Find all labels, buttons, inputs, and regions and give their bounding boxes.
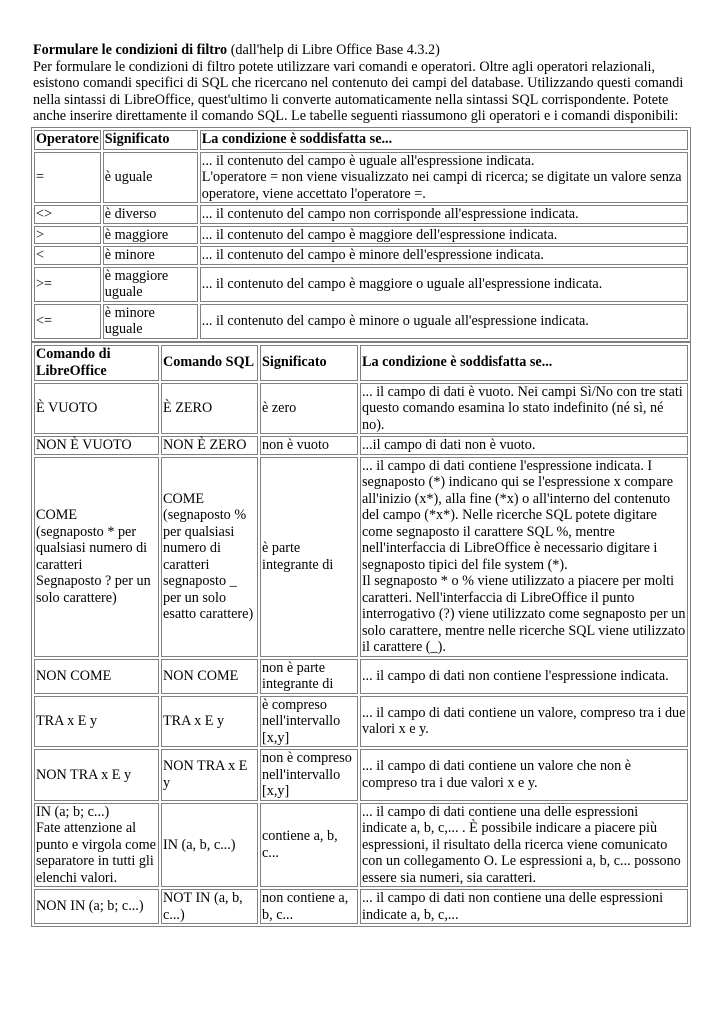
table-cell: TRA x E y <box>34 696 159 748</box>
intro-body: Per formulare le condizioni di filtro potete utilizzare vari comandi e operatori. Oltre agli operatori relazionali, esistono comandi specifici di SQL che ricercano nel contenuto dei campi del database. Utilizzando questi comandi nella sintassi di LibreOffice, quest'ultimo li converte automaticamente nella sintassi SQL corrispondente. Potete anche inserire direttamente il comando SQL. Le tabelle seguenti riassumono gli operatori e i comandi disponibili: <box>33 58 684 124</box>
table-cell: COME (segnaposto % per qualsiasi numero di caratteri segnaposto _ per un solo esatto carattere) <box>161 457 258 657</box>
table-cell: è diverso <box>103 205 198 224</box>
document-source: (dall'help di Libre Office Base 4.3.2) <box>227 42 440 58</box>
table-cell: è zero <box>260 383 358 435</box>
table-cell: ... il campo di dati contiene l'espressione indicata. I segnaposto (*) indicano qui se l'espressione x compare all'inizio (x*), alla fine (*x) o all'interno del contenuto del campo (*x*). Nelle ricerche SQL potete digitare come segnaposto il carattere SQL %, mentre nell'interfaccia di LibreOffice è necessario digitare i segnaposto tipici del file system (*). Il segnaposto * o % viene utilizzato a piacere per molti caratteri. Nell'interfaccia di LibreOffice il punto interrogativo (?) viene utilizzato come segnaposto per un solo carattere, mentre nelle ricerche SQL viene utilizzato il carattere (_). <box>360 457 688 657</box>
table-cell: < <box>34 246 101 265</box>
commands-header-cell: Comando SQL <box>161 345 258 381</box>
commands-table-body <box>34 383 688 925</box>
table-cell: NON TRA x E y <box>34 749 159 801</box>
table-cell: NON È ZERO <box>161 436 258 455</box>
table-cell: non è vuoto <box>260 436 358 455</box>
operator-row <box>34 205 688 224</box>
table-cell: COME (segnaposto * per qualsiasi numero di caratteri Segnaposto ? per un solo carattere) <box>34 457 159 657</box>
command-row <box>34 659 688 694</box>
command-row <box>34 803 688 888</box>
table-cell: <= <box>34 304 101 339</box>
commands-table <box>31 342 691 928</box>
table-cell: ... il contenuto del campo è maggiore o uguale all'espressione indicata. <box>200 267 688 302</box>
table-cell: IN (a; b; c...) Fate attenzione al punto e virgola come separatore in tutti gli elenchi valori. <box>34 803 159 888</box>
table-cell: è uguale <box>103 152 198 204</box>
table-cell: ... il contenuto del campo non corrisponde all'espressione indicata. <box>200 205 688 224</box>
table-cell: non è parte integrante di <box>260 659 358 694</box>
table-cell: <> <box>34 205 101 224</box>
commands-header-cell: Significato <box>260 345 358 381</box>
operator-row <box>34 152 688 204</box>
table-cell: >= <box>34 267 101 302</box>
table-cell: ... il contenuto del campo è minore dell'espressione indicata. <box>200 246 688 265</box>
table-cell: è compreso nell'intervallo [x,y] <box>260 696 358 748</box>
table-cell: ... il campo di dati è vuoto. Nei campi Sì/No con tre stati questo comando esamina lo stato indefinito (né sì, né no). <box>360 383 688 435</box>
commands-header-row <box>34 345 688 381</box>
intro-paragraph <box>33 42 693 125</box>
table-cell: ...il campo di dati non è vuoto. <box>360 436 688 455</box>
operators-header-row <box>34 130 688 150</box>
operator-row <box>34 226 688 245</box>
table-cell: è maggiore <box>103 226 198 245</box>
table-cell: è minore <box>103 246 198 265</box>
operators-table <box>31 127 691 342</box>
table-cell: ... il contenuto del campo è maggiore dell'espressione indicata. <box>200 226 688 245</box>
table-cell: TRA x E y <box>161 696 258 748</box>
operator-row <box>34 246 688 265</box>
table-cell: IN (a, b, c...) <box>161 803 258 888</box>
command-row <box>34 696 688 748</box>
table-cell: NON COME <box>34 659 159 694</box>
table-cell: è maggiore uguale <box>103 267 198 302</box>
command-row <box>34 457 688 657</box>
table-cell: ... il campo di dati non contiene l'espressione indicata. <box>360 659 688 694</box>
operators-header-cell: Significato <box>103 130 198 150</box>
table-cell: NON TRA x E y <box>161 749 258 801</box>
operators-header-cell: Operatore <box>34 130 101 150</box>
operator-row <box>34 304 688 339</box>
table-cell: ... il campo di dati contiene una delle espressioni indicate a, b, c,... . È possibile indicare a piacere più espressioni, il risultato della ricerca viene comunicato con un collegamento O. Le espressioni a, b, c... possono essere sia numeri, sia caratteri. <box>360 803 688 888</box>
commands-header-cell: Comando di LibreOffice <box>34 345 159 381</box>
table-cell: ... il contenuto del campo è uguale all'espressione indicata. L'operatore = non viene visualizzato nei campi di ricerca; se digitate un valore senza operatore, viene accettato l'operatore =. <box>200 152 688 204</box>
table-cell: > <box>34 226 101 245</box>
command-row <box>34 436 688 455</box>
table-cell: NON È VUOTO <box>34 436 159 455</box>
table-cell: NOT IN (a, b, c...) <box>161 889 258 924</box>
table-cell: ... il campo di dati contiene un valore che non è compreso tra i due valori x e y. <box>360 749 688 801</box>
command-row <box>34 889 688 924</box>
table-cell: è parte integrante di <box>260 457 358 657</box>
table-cell: È VUOTO <box>34 383 159 435</box>
table-cell: = <box>34 152 101 204</box>
table-cell: contiene a, b, c... <box>260 803 358 888</box>
document-title: Formulare le condizioni di filtro <box>33 42 228 58</box>
table-cell: ... il campo di dati contiene un valore, compreso tra i due valori x e y. <box>360 696 688 748</box>
table-cell: è minore uguale <box>103 304 198 339</box>
table-cell: ... il campo di dati non contiene una delle espressioni indicate a, b, c,... <box>360 889 688 924</box>
document-page <box>33 42 693 927</box>
command-row <box>34 749 688 801</box>
table-cell: non è compreso nell'intervallo [x,y] <box>260 749 358 801</box>
operators-table-body <box>34 152 688 339</box>
operators-header-cell: La condizione è soddisfatta se... <box>200 130 688 150</box>
commands-header-cell: La condizione è soddisfatta se... <box>360 345 688 381</box>
table-cell: È ZERO <box>161 383 258 435</box>
operator-row <box>34 267 688 302</box>
table-cell: NON IN (a; b; c...) <box>34 889 159 924</box>
table-cell: NON COME <box>161 659 258 694</box>
table-cell: non contiene a, b, c... <box>260 889 358 924</box>
command-row <box>34 383 688 435</box>
table-cell: ... il contenuto del campo è minore o uguale all'espressione indicata. <box>200 304 688 339</box>
